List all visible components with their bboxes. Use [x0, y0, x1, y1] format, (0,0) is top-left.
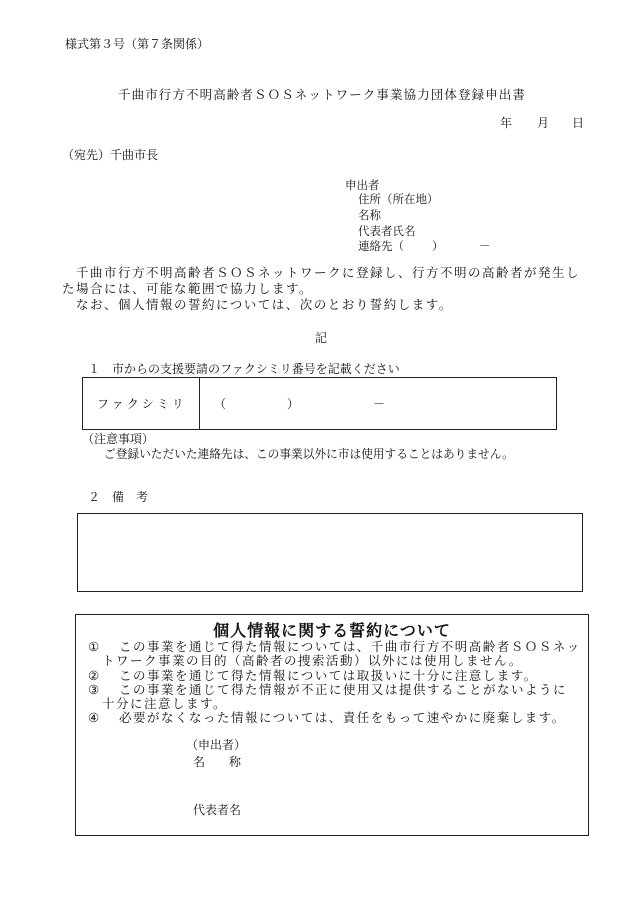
pledge-item-number: ④ [88, 710, 101, 725]
statement-line: た場合には、可能な範囲で協力します。 [62, 281, 314, 296]
pledge-name-label: 名 称 [193, 755, 242, 769]
statement-line: 千曲市行方不明高齢者ＳＯＳネットワークに登録し、行方不明の高齢者が発生し [62, 265, 581, 280]
date-year-label: 年 [500, 116, 513, 130]
contact-label: 連絡先（ [358, 239, 404, 253]
pledge-applicant-heading: （申出者） [186, 738, 247, 752]
pledge-item-number: ③ [88, 682, 101, 697]
ki-heading: 記 [315, 331, 328, 345]
section1-heading: １ 市からの支援要請のファクシミリ番号を記載ください [88, 362, 400, 376]
pledge-item-line: 十分に注意します。 [102, 696, 228, 711]
notes-heading: （注意事項） [82, 432, 155, 446]
form-number: 様式第３号（第７条関係） [65, 37, 210, 51]
remarks-box [77, 513, 583, 592]
pledge-item-number: ② [88, 668, 101, 683]
statement-line: なお、個人情報の誓約については、次のとおり誓約します。 [62, 297, 453, 312]
document-title: 千曲市行方不明高齢者ＳＯＳネットワーク事業協力団体登録申出書 [118, 87, 527, 102]
pledge-representative-label: 代表者名 [193, 803, 242, 817]
contact-close-paren: ） [432, 239, 444, 253]
address-label: 住所（所在地） [358, 192, 439, 206]
date-day-label: 日 [572, 116, 585, 130]
pledge-title: 個人情報に関する誓約について [213, 621, 451, 640]
name-label: 名称 [358, 208, 381, 222]
fax-table [82, 377, 557, 430]
fax-label-cell [83, 378, 200, 429]
pledge-item-line: 必要がなくなった情報については、責任をもって速やかに廃棄します。 [119, 710, 566, 725]
fax-label: ファクシミリ [97, 397, 187, 411]
addressee: （宛先）千曲市長 [62, 148, 159, 162]
fax-open-paren: （ [214, 397, 227, 411]
pledge-item-line: トワーク事業の目的（高齢者の捜索活動）以外には使用しません。 [102, 653, 523, 668]
pledge-item-line: この事業を通じて得た情報については取扱いに十分に注意します。 [119, 668, 538, 683]
pledge-item-line: この事業を通じて得た情報が不正に使用又は提供することがないように [119, 682, 568, 697]
contact-dash: － [479, 239, 491, 253]
pledge-item-line: この事業を通じて得た情報については、千曲市行方不明高齢者ＳＯＳネッ [119, 639, 581, 654]
representative-label: 代表者氏名 [358, 224, 416, 238]
fax-dash: － [373, 397, 386, 411]
date-month-label: 月 [537, 116, 550, 130]
fax-close-paren: ） [287, 397, 300, 411]
section2-heading: ２ 備 考 [88, 490, 149, 504]
pledge-item-number: ① [88, 639, 101, 654]
applicant-heading: 申出者 [345, 178, 380, 192]
notes-text: ご登録いただいた連絡先は、この事業以外に市は使用することはありません。 [104, 447, 514, 461]
